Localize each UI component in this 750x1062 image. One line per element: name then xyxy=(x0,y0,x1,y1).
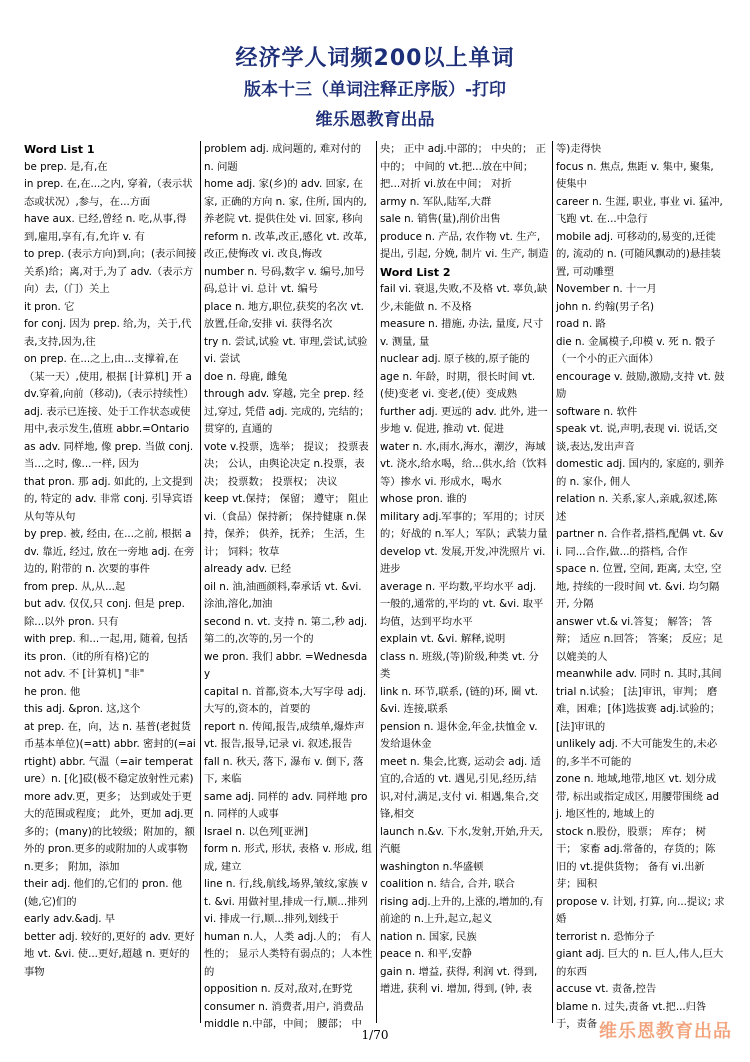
word-entry: second n. vt. 支持 n. 第二,秒 adj. 第二的,次等的,另一个的 xyxy=(204,615,368,645)
word-entry: water n. 水,雨水,海水，潮汐，海域 vt. 浇水,给水喝，给...供水,给（饮料等）掺水 vi. 形成水，喝水 xyxy=(380,440,547,488)
word-entry: develop vt. 发展,开发,冲洗照片 vi. 进步 xyxy=(380,545,546,575)
word-entry: peace n. 和平,安静 xyxy=(380,948,472,960)
publisher-line: 维乐恩教育出品 xyxy=(315,110,435,130)
word-entry: Israel n. 以色列[亚洲] xyxy=(204,825,309,838)
word-entry: 等)走得快 xyxy=(556,143,602,155)
word-entry: zone n. 地域,地带,地区 vt. 划分成带, 标出或指定成区, 用腰带围绕 adj. 地区性的, 地域上的 xyxy=(556,773,720,820)
word-entry: answer vt.& vi.答复； 解答； 答辩； 适应 n.回答； 答案； 反应；足以媲美的人 xyxy=(556,615,724,663)
word-entry: age n. 年龄，时期，很长时间 vt.(使)变老 vi. 变老,(使）变成熟 xyxy=(380,370,536,400)
column-2 xyxy=(200,141,376,1030)
word-entry: line n. 行,线,航线,场界,皱纹,家族 vt. &vi. 用做衬里,排成一行,顺...排列 vi. 排成一行,顺...排列,划线于 xyxy=(204,878,368,925)
column-3 xyxy=(376,141,552,1023)
word-entry: but adv. 仅仅,只 conj. 但是 prep. 除...以外 pron. 只有 xyxy=(24,598,185,628)
word-entry: stock n.股份，股票； 库存； 树干； 家畜 adj.常备的，存货的；陈旧的 vt.提供货物； 备有 vi.出新芽；囤积 xyxy=(556,825,716,890)
word-entry: home adj. 家(乡)的 adv. 回家, 在家, 正确的方向 n. 家, 住所, 国内的, 养老院 vt. 提供住处 vi. 回家, 移向 xyxy=(204,178,367,225)
word-entry: domestic adj. 国内的, 家庭的, 驯养的 n. 家仆, 佣人 xyxy=(556,458,725,488)
watermark-logo: 维乐恩教育出品 xyxy=(599,1021,732,1042)
word-entry: number n. 号码,数字 v. 编号,加号码,总计 vi. 总计 vt. 编号 xyxy=(204,265,365,295)
word-entry: pension n. 退休金,年金,扶恤金 v. 发给退休金 xyxy=(380,720,538,750)
title-block xyxy=(0,44,750,134)
word-entry: keep vt.保持； 保留； 遵守； 阻止 vi.（食品）保持新； 保持健康 n.保持，保养； 供养，抚养； 生活，生计； 饲料；牧草 xyxy=(204,493,369,558)
word-entry: their adj. 他们的,它们的 pron. 他(她,它)们的 xyxy=(24,878,183,908)
word-entry: try n. 尝试,试验 vt. 审理,尝试,试验 vi. 尝试 xyxy=(204,335,368,365)
word-entry: terrorist n. 恐怖分子 xyxy=(556,930,655,943)
word-entry: 央； 正中 adj.中部的； 中央的； 正中的； 中间的 vt.把...放在中间；把...对折 vi.放在中间； 对折 xyxy=(380,143,546,190)
word-entry: we pron. 我们 abbr. =Wednesday xyxy=(204,650,368,680)
word-entry: problem adj. 成问题的, 难对付的 n. 问题 xyxy=(204,143,362,173)
word-entry: career n. 生涯, 职业, 事业 vi. 猛冲, 飞跑 vt. 在...中急行 xyxy=(556,195,723,225)
word-entry: already adv. 已经 xyxy=(204,563,292,575)
word-entry: sale n. 销售(量),削价出售 xyxy=(380,213,501,225)
word-entry: middle n.中部，中间； 腰部； 中 xyxy=(204,1018,362,1030)
document-title: 经济学人词频200以上单词 xyxy=(235,46,515,71)
word-entry: blame n. 过失,责备 vt.把...归咎于，责备 xyxy=(556,1000,707,1030)
word-entry: meanwhile adv. 同时 n. 其时,其间 xyxy=(556,668,722,680)
word-list-heading: Word List 1 xyxy=(24,143,95,156)
column-4 xyxy=(552,141,728,1030)
word-entry: report n. 传闻,报告,成绩单,爆炸声 vt. 报告,报导,记录 vi. 叙述,报告 xyxy=(204,720,365,750)
word-entry: vote v.投票，选举； 提议； 投票表决； 公认，由舆论决定 n.投票，表决； 投票数； 投票权； 决议 xyxy=(204,440,369,488)
column-1 xyxy=(24,141,200,1023)
word-entry: whose pron. 谁的 xyxy=(380,493,467,505)
word-entry: accuse vt. 责备,控告 xyxy=(556,983,657,995)
word-entry: army n. 军队,陆军,大群 xyxy=(380,195,492,208)
word-entry: die n. 金属模子,印模 v. 死 n. 骰子（一个小的正六面体） xyxy=(556,335,716,365)
word-entry: link n. 环节,联系, (链的)环, 圈 vt. &vi. 连接,联系 xyxy=(380,685,539,715)
word-entry: place n. 地方,职位,获奖的名次 vt. 放置,任命,安排 vi. 获得名次 xyxy=(204,300,364,330)
word-list-columns xyxy=(24,141,728,1030)
word-entry: giant adj. 巨大的 n. 巨人,伟人,巨大的东西 xyxy=(556,948,724,978)
word-entry: oil n. 油,油画颜料,奉承话 vt. &vi. 涂油,溶化,加油 xyxy=(204,580,362,610)
word-entry: software n. 软件 xyxy=(556,405,638,418)
word-entry: trial n.试验； [法]审讯，审判； 磨难，困难；[体]选拔赛 adj.试验的；[法]审讯的 xyxy=(556,685,721,733)
word-entry: have aux. 已经,曾经 n. 吃,从事,得到,雇用,享有,有,允许 v. 有 xyxy=(24,213,187,243)
word-entry: not adv. 不 [计算机] "非" xyxy=(24,668,145,680)
word-entry: partner n. 合作者,搭档,配偶 vt. &vi. 同...合作,做...的搭档, 合作 xyxy=(556,528,724,558)
word-entry: further adj. 更远的 adv. 此外, 进一步地 v. 促进, 推动 vt. 促进 xyxy=(380,405,548,435)
word-entry: on prep. 在...之上,由...支撑着,在（某一天）,使用, 根据 [计算机] 开 adv.穿着,向前（移动),（表示持续性）adj. 表示已连接、处于工作状态或使用中,表示发生,值班 abbr.=Ontario xyxy=(24,353,194,435)
word-entry: military adj.军事的；军用的；讨厌的；好战的 n.军人；军队；武装力量 xyxy=(380,510,548,540)
word-entry: through adv. 穿越, 完全 prep. 经过,穿过, 凭借 adj. 完成的, 完结的；贯穿的, 直通的 xyxy=(204,388,370,435)
word-entry: early adv.&adj. 早 xyxy=(24,913,116,925)
word-list-heading: Word List 2 xyxy=(380,265,451,279)
word-entry: by prep. 被, 经由, 在...之前, 根据 adv. 靠近, 经过, 放在一旁地 adj. 在旁边的, 附带的 n. 次要的事件 xyxy=(24,528,195,575)
word-entry: to prep. (表示方向)到,向；(表示间接关系)给；离,对于,为了 adv.（表示方向）去,（门）关上 xyxy=(24,248,197,295)
word-entry: doe n. 母鹿, 雌兔 xyxy=(204,370,288,383)
word-entry: opposition n. 反对,敌对,在野党 xyxy=(204,983,353,995)
page-number: 1/70 xyxy=(361,1028,389,1042)
word-entry: space n. 位置, 空间, 距离, 太空, 空地, 持续的一段时间 vt. &vi. 均匀隔开, 分隔 xyxy=(556,563,722,610)
word-entry: nuclear adj. 原子核的,原子能的 xyxy=(380,353,530,365)
word-entry: capital n. 首都,资本,大写字母 adj. 大写的,资本的，首要的 xyxy=(204,685,367,715)
word-entry: at prep. 在，向，达 n. 基普(老挝货币基本单位)(=att) abbr. 密封的(=airtight) abbr. 气温（=air temperature）n. [化]砹(极不稳定放射性元素) xyxy=(24,720,196,785)
word-entry: nation n. 国家, 民族 xyxy=(380,930,477,943)
word-entry: from prep. 从,从...起 xyxy=(24,580,126,593)
word-entry: john n. 约翰(男子名) xyxy=(556,300,655,313)
word-entry: relation n. 关系,家人,亲戚,叙述,陈述 xyxy=(556,493,718,523)
word-entry: class n. 班级,(等)阶级,种类 vt. 分类 xyxy=(380,650,539,680)
document-subtitle: 版本十三（单词注释正序版）-打印 xyxy=(243,80,507,100)
word-entry: same adj. 同样的 adv. 同样地 pron. 同样的人或事 xyxy=(204,790,368,820)
word-entry: produce n. 产品, 农作物 vt. 生产, 提出, 引起, 分娩, 制片 vi. 生产, 制造 xyxy=(380,230,549,260)
word-entry: that pron. 那 adj. 如此的, 上文提到的, 特定的 adv. 非常 conj. 引导宾语从句等从句 xyxy=(24,475,193,523)
word-entry: for conj. 因为 prep. 给,为，关于,代表,支持,因为,往 xyxy=(24,318,192,348)
word-entry: coalition n. 结合, 合并, 联合 xyxy=(380,878,515,890)
word-entry: in prep. 在,在...之内, 穿着,（表示状态或状况）,参与，在...方面 xyxy=(24,178,193,208)
word-entry: as adv. 同样地, 像 prep. 当做 conj. 当...之时, 像...一样, 因为 xyxy=(24,440,194,470)
word-entry: fall n. 秋天, 落下, 瀑布 v. 倒下, 落下, 来临 xyxy=(204,755,364,785)
word-entry: consumer n. 消费者,用户, 消费品 xyxy=(204,1000,364,1013)
word-entry: be prep. 是,有,在 xyxy=(24,160,108,173)
word-entry: its pron.（it的所有格)它的 xyxy=(24,650,150,663)
word-entry: meet n. 集会,比赛, 运动会 adj. 适宜的,合适的 vt. 遇见,引见,经历,结识,对付,满足,支付 vi. 相遇,集合,交锋,相交 xyxy=(380,755,541,820)
word-entry: with prep. 和...一起,用, 随着, 包括 xyxy=(24,633,188,645)
word-entry: encourage v. 鼓励,激励,支持 vt. 鼓励 xyxy=(556,370,725,400)
word-entry: November n. 十一月 xyxy=(556,283,657,295)
word-entry: focus n. 焦点, 焦距 v. 集中, 聚集, 使集中 xyxy=(556,160,714,190)
word-entry: explain vt. &vi. 解释,说明 xyxy=(380,633,506,645)
word-entry: he pron. 他 xyxy=(24,685,81,698)
word-entry: rising adj.上升的,上涨的,增加的,有前途的 n.上升,起立,起义 xyxy=(380,895,544,925)
word-entry: more adv.更，更多； 达到或处于更大的范围或程度； 此外，更加 adj.更多的；(many)的比较级；附加的，额外的 pron.更多的或附加的人或事物 n.更多； 附加，添加 xyxy=(24,790,195,873)
word-entry: road n. 路 xyxy=(556,318,606,330)
word-entry: form n. 形式, 形状, 表格 v. 形成, 组成, 建立 xyxy=(204,843,372,873)
word-entry: speak vt. 说,声明,表现 vi. 说话,交谈,表达,发出声音 xyxy=(556,423,718,453)
word-entry: fail vi. 衰退,失败,不及格 vt. 辜负,缺少,未能做 n. 不及格 xyxy=(380,283,548,313)
word-entry: washington n.华盛顿 xyxy=(380,860,484,873)
word-entry: mobile adj. 可移动的,易变的,迁徙的, 流动的 n. (可随风飘动的)悬挂装置, 可动雕塑 xyxy=(556,230,721,278)
word-entry: it pron. 它 xyxy=(24,300,75,313)
word-entry: propose v. 计划, 打算, 向...提议; 求婚 xyxy=(556,895,725,925)
word-entry: gain n. 增益, 获得, 利润 vt. 得到, 增进, 获利 vi. 增加, 得到, (钟, 表 xyxy=(380,965,538,995)
word-entry: measure n. 措施, 办法, 量度, 尺寸 v. 测量, 量 xyxy=(380,318,544,348)
word-entry: average n. 平均数,平均水平 adj. 一般的,通常的,平均的 vt. &vi. 取平均值，达到平均水平 xyxy=(380,580,544,628)
word-entry: better adj. 较好的,更好的 adv. 更好地 vt. &vi. 使...更好,超越 n. 更好的事物 xyxy=(24,930,195,978)
word-entry: reform n. 改革,改正,感化 vt. 改革,改正,使悔改 vi. 改良,悔改 xyxy=(204,230,367,260)
word-entry: this adj. &pron. 这,这个 xyxy=(24,703,141,715)
word-entry: launch n.&v. 下水,发射,开始,升天,汽艇 xyxy=(380,825,543,855)
word-entry: unlikely adj. 不大可能发生的,未必的,多半不可能的 xyxy=(556,738,718,768)
word-entry: human n.人，人类 adj.人的； 有人性的； 显示人类特有弱点的；人本性的 xyxy=(204,930,373,978)
